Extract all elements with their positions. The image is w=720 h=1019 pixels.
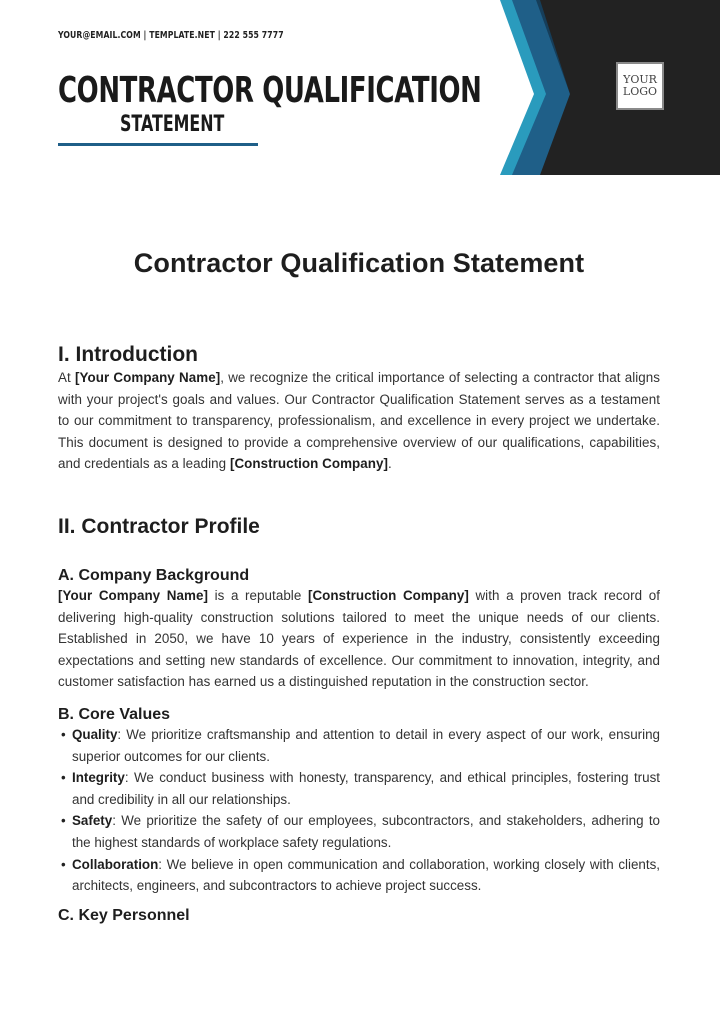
background-text: with a proven track record of delivering high-quality construction solutions tailored to meet the unique needs of our clients. Established in 2050, we have 10 years of experience in the industry, consistently exceeding expectations and setting new standards of excellence. Our commitment to innovation, integrity, and customer satisfaction has earned us a distinguished reputation in the construction sector. [58, 587, 661, 690]
value-text: : We prioritize craftsmanship and attention to detail in every aspect of our work, ensuring superior outcomes for our clients. [72, 726, 660, 764]
document-title: Contractor Qualification Statement [133, 248, 585, 278]
value-text: : We conduct business with honesty, transparency, and ethical principles, fostering trust and credibility in all our relationships. [72, 770, 660, 807]
list-item [58, 767, 660, 810]
subheading-company-background: A. Company Background [58, 566, 250, 584]
document-header [0, 0, 720, 175]
title-underline [58, 143, 258, 146]
contact-line: YOUR@EMAIL.COM | TEMPLATE.NET | 222 555 7777 [58, 30, 284, 41]
value-text: : We believe in open communication and collaboration, working closely with clients, architects, engineers, and subcontractors to achieve project success. [72, 856, 660, 894]
intro-text: At [58, 370, 75, 385]
header-subtitle: STATEMENT [120, 112, 225, 137]
company-type-placeholder: [Construction Company] [229, 456, 388, 472]
subheading-key-personnel: C. Key Personnel [58, 906, 190, 924]
value-label: Quality [72, 726, 118, 742]
header-chevron-graphic [490, 0, 720, 175]
list-item [58, 810, 660, 853]
company-name-placeholder: [Your Company Name] [74, 370, 221, 385]
header-title: CONTRACTOR QUALIFICATION [58, 70, 482, 111]
core-values-list [58, 724, 660, 897]
section-heading-contractor-profile: II. Contractor Profile [58, 514, 260, 538]
company-name-placeholder: [Your Company Name] [58, 587, 208, 603]
list-item [58, 854, 660, 897]
company-type-placeholder: [Construction Company] [307, 587, 469, 603]
value-label: Safety [72, 813, 113, 829]
section-heading-introduction: I. Introduction [58, 343, 198, 366]
company-background-paragraph [58, 585, 660, 693]
logo-text-line1: YOUR [623, 73, 657, 86]
logo-text-line2: LOGO [622, 85, 658, 98]
introduction-paragraph [58, 367, 660, 475]
value-label: Collaboration [72, 856, 159, 872]
background-text: is a reputable [207, 587, 308, 603]
intro-text: , we recognize the critical importance of selecting a contractor that aligns with your project's goals and values. Our Contractor Qualification Statement serves as a testament to our commitment to transparency, professionalism, and excellence in every project we undertake. This document is designed to provide a comprehensive overview of our qualifications, capabilities, and credentials as a leading [58, 370, 660, 472]
intro-text: . [388, 456, 392, 472]
subheading-core-values: B. Core Values [58, 705, 171, 723]
value-label: Integrity [72, 770, 125, 786]
document-body [58, 248, 660, 925]
company-logo-placeholder [616, 62, 664, 110]
value-text: : We prioritize the safety of our employees, subcontractors, and stakeholders, adhering to the highest standards of workplace safety regulations. [72, 813, 660, 850]
list-item [58, 724, 660, 767]
